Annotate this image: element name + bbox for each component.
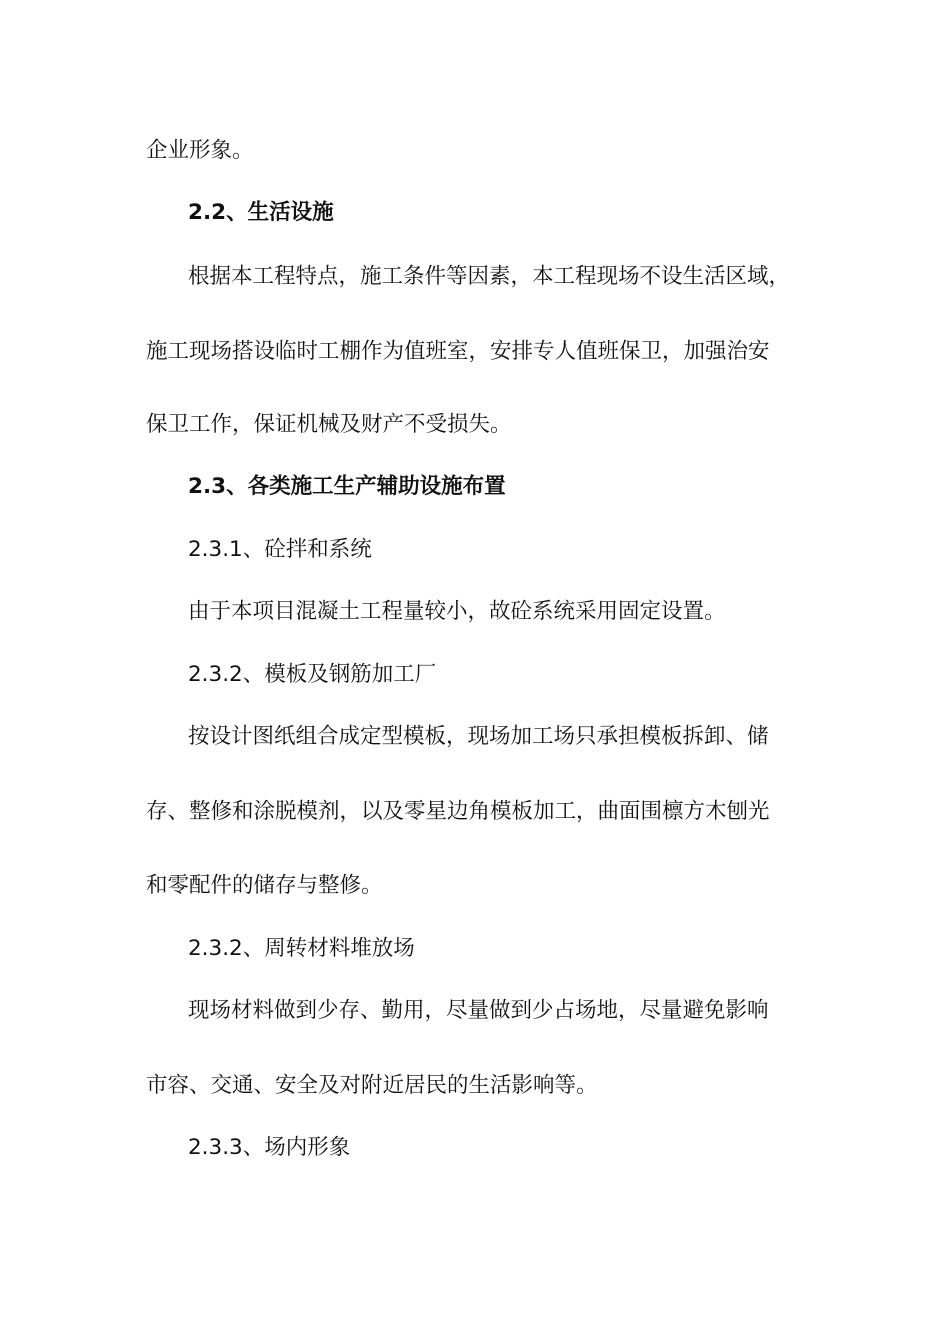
paragraph-line: 保卫工作，保证机械及财产不受损失。 bbox=[146, 412, 512, 437]
paragraph-line: 施工现场搭设临时工棚作为值班室，安排专人值班保卫，加强治安 bbox=[146, 339, 770, 364]
paragraph-line: 和零配件的储存与整修。 bbox=[146, 873, 383, 898]
subsection-heading-2-3-2b: 2.3.2、周转材料堆放场 bbox=[188, 936, 415, 961]
subsection-heading-2-3-3: 2.3.3、场内形象 bbox=[188, 1135, 351, 1160]
paragraph-line: 按设计图纸组合成定型模板，现场加工场只承担模板拆卸、储 bbox=[188, 724, 769, 749]
paragraph-line: 现场材料做到少存、勤用，尽量做到少占场地，尽量避免影响 bbox=[188, 998, 769, 1023]
paragraph-line: 根据本工程特点，施工条件等因素，本工程现场不设生活区域， bbox=[188, 264, 791, 289]
subsection-heading-2-3-2: 2.3.2、模板及钢筋加工厂 bbox=[188, 662, 437, 687]
subsection-heading-2-3-1: 2.3.1、砼拌和系统 bbox=[188, 537, 372, 562]
paragraph-line: 市容、交通、安全及对附近居民的生活影响等。 bbox=[146, 1073, 598, 1098]
paragraph-line: 存、整修和涂脱模剂，以及零星边角模板加工，曲面围檩方木刨光 bbox=[146, 799, 770, 824]
paragraph-line: 企业形象。 bbox=[146, 138, 254, 163]
paragraph-line: 由于本项目混凝土工程量较小，故砼系统采用固定设置。 bbox=[188, 599, 726, 624]
section-heading-2-2: 2.2、生活设施 bbox=[188, 200, 334, 225]
section-heading-2-3: 2.3、各类施工生产辅助设施布置 bbox=[188, 474, 506, 499]
